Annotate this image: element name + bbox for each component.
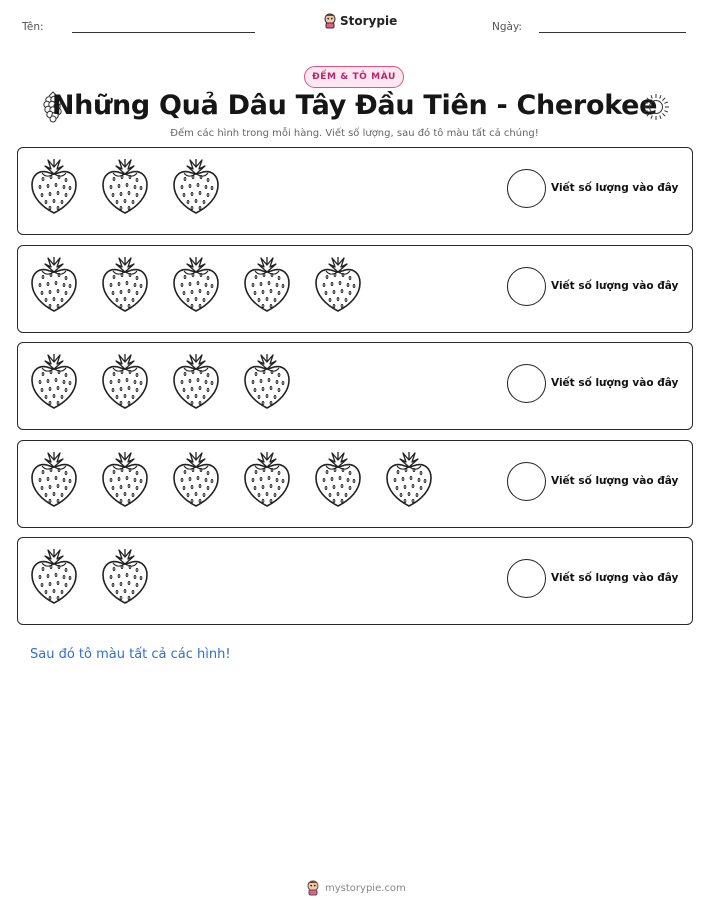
strawberry-icon <box>170 450 222 510</box>
strawberry-icon <box>99 352 151 412</box>
strawberry-icon <box>170 352 222 412</box>
strawberry-icon <box>28 255 80 315</box>
strawberry-icon <box>312 450 364 510</box>
strawberry-group <box>28 450 435 510</box>
name-line[interactable] <box>72 32 255 33</box>
strawberry-group <box>28 352 293 412</box>
strawberry-icon <box>99 450 151 510</box>
answer-circle[interactable] <box>507 169 546 208</box>
site-url: mystorypie.com <box>325 882 406 894</box>
answer-label: Viết số lượng vào đây <box>551 182 679 194</box>
answer-label: Viết số lượng vào đây <box>551 377 679 389</box>
count-row <box>17 440 693 528</box>
strawberry-icon <box>383 450 435 510</box>
strawberry-icon <box>170 157 222 217</box>
counting-rows <box>17 147 693 635</box>
answer-label: Viết số lượng vào đây <box>551 279 679 292</box>
strawberry-group <box>28 255 364 315</box>
strawberry-icon <box>170 255 222 315</box>
strawberry-icon <box>28 450 80 510</box>
count-row <box>17 537 693 625</box>
strawberry-group <box>28 157 222 217</box>
category-badge: ĐẾM & TÔ MÀU <box>304 66 404 88</box>
strawberry-icon <box>28 352 80 412</box>
answer-circle[interactable] <box>507 559 546 598</box>
answer-circle[interactable] <box>507 267 546 306</box>
date-label: Ngày: <box>492 21 522 33</box>
strawberry-icon <box>99 255 151 315</box>
brand <box>323 13 397 29</box>
count-row <box>17 342 693 430</box>
name-label: Tên: <box>22 21 44 33</box>
answer-circle[interactable] <box>507 462 546 501</box>
strawberry-icon <box>28 547 80 607</box>
strawberry-icon <box>241 255 293 315</box>
count-row <box>17 147 693 235</box>
coloring-note: Sau đó tô màu tất cả các hình! <box>30 647 231 662</box>
strawberry-icon <box>241 352 293 412</box>
answer-label: Viết số lượng vào đây <box>551 572 679 584</box>
strawberry-icon <box>312 255 364 315</box>
strawberry-icon <box>99 547 151 607</box>
date-line[interactable] <box>539 32 686 33</box>
strawberry-icon <box>241 450 293 510</box>
sun-icon <box>642 93 670 121</box>
brand-name: Storypie <box>340 14 398 28</box>
strawberry-icon <box>28 157 80 217</box>
storypie-mascot-icon <box>306 880 320 896</box>
page-title: Những Quả Dâu Tây Đầu Tiên - Cherokee <box>51 90 658 121</box>
strawberry-group <box>28 547 151 607</box>
storypie-mascot-icon <box>323 13 337 29</box>
strawberry-icon <box>99 157 151 217</box>
answer-circle[interactable] <box>507 364 546 403</box>
answer-label: Viết số lượng vào đây <box>551 474 679 487</box>
instructions: Đếm các hình trong mỗi hàng. Viết số lượng, sau đó tô màu tất cả chúng! <box>170 128 539 139</box>
count-row <box>17 245 693 333</box>
site-footer <box>306 880 406 896</box>
